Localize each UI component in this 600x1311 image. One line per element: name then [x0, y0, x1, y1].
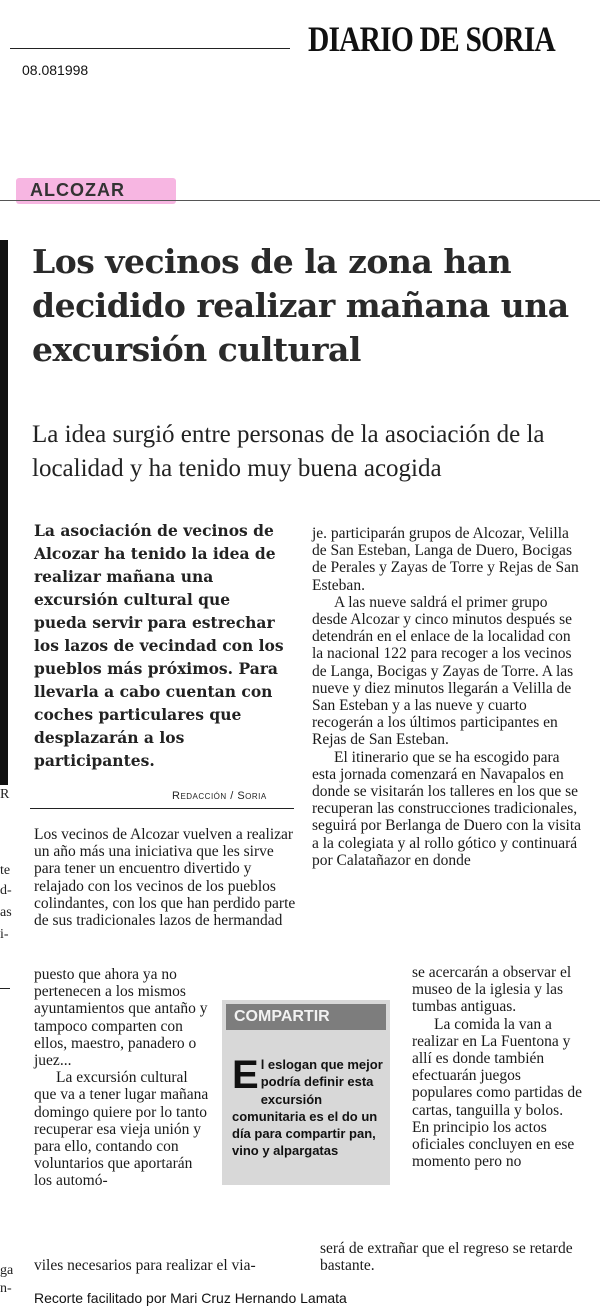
body-paragraph: viles necesarios para realizar el via-	[34, 1257, 256, 1274]
adjacent-fragment: i-	[0, 927, 9, 942]
masthead: DIARIO DE SORIA	[308, 19, 555, 59]
byline: Redacción / Soria	[172, 790, 267, 802]
body-paragraph: se acercarán a observar el museo de la iglesia y las tumbas antiguas.	[412, 964, 572, 1016]
body-paragraph: La comida la van a realizar en La Fuentona y allí es donde también efectuarán juegos populares como partidas de cartas, tanguilla y bolos. En principio los actos oficiales concluyen en ese momento pero no	[412, 1015, 583, 1171]
body-paragraph: je. participarán grupos de Alcozar, Velilla de San Esteban, Langa de Duero, Bocigas de Perales y Zayas de Torre y Rejas de San Esteban.	[312, 525, 579, 594]
adjacent-fragment: as	[0, 905, 12, 920]
body-column-right-narrow	[412, 964, 582, 1170]
adjacent-rule	[0, 988, 10, 989]
adjacent-fragment: ga	[0, 1263, 14, 1278]
sidebar-dropcap: E	[232, 1053, 259, 1097]
body-column-right-bottom	[320, 1240, 582, 1274]
body-column-left	[34, 826, 298, 929]
body-paragraph: El itinerario que se ha escogido para esta jornada comenzará en Navapalos en donde se visitarán los talleres en los que se recuperan las construcciones tradicionales, seguirá por Berlanga de Duero con la visita a la colegiata y al rollo gótico y continuará por Calatañazor en donde	[312, 748, 582, 869]
body-column-left-bottom	[34, 1257, 304, 1274]
lead-paragraph: La asociación de vecinos de Alcozar ha tenido la idea de realizar mañana una excursión cultural que pueda servir para estrechar los lazos de vecindad con los pueblos más próximos. Para llevarla a cabo cuentan con coches particulares que desplazarán a los participantes.	[34, 521, 284, 770]
subheadline: La idea surgió entre personas de la asociación de la localidad y ha tenido muy buena acogida	[32, 421, 545, 482]
body-paragraph: será de extrañar que el regreso se retarde bastante.	[320, 1240, 573, 1275]
sidebar-title: COMPARTIR	[226, 1004, 386, 1030]
adjacent-fragment: n-	[0, 1281, 12, 1296]
body-paragraph: Los vecinos de Alcozar vuelven a realizar un año más una iniciativa que les sirve para tener un encuentro divertido y relajado con los vecinos de los pueblos colindantes, con los que han perdido parte de sus tradicionales lazos de hermandad	[34, 826, 296, 930]
masthead-rule	[10, 48, 290, 49]
headline: Los vecinos de la zona han decidido realizar mañana una excursión cultural	[32, 242, 569, 369]
adjacent-fragment: d-	[0, 883, 12, 898]
section-label: ALCOZAR	[30, 180, 125, 200]
byline-rule	[30, 808, 294, 809]
body-paragraph: puesto que ahora ya no pertenecen a los mismos ayuntamientos que antaño y tampoco comparten con ellos, maestro, panadero o juez...	[34, 966, 208, 1070]
section-rule	[0, 200, 600, 201]
body-column-right	[312, 525, 582, 869]
sidebar-quote	[232, 1053, 384, 1160]
adjacent-fragment: te	[0, 863, 11, 878]
body-column-left-narrow	[34, 966, 212, 1190]
body-paragraph: A las nueve saldrá el primer grupo desde Alcozar y cinco minutos después se detendrán en el enlace de la localidad con la nacional 122 para recoger a los vecinos de Langa, Bocigas y Zayas de Torre. A las nueve y diez minutos llegarán a Velilla de San Esteban y a las nueve y cuarto recogerán a los últimos participantes en Rejas de San Esteban.	[312, 593, 574, 749]
clipping-date: 08.081998	[22, 62, 89, 78]
adjacent-article-edge	[0, 240, 8, 785]
credit-line: Recorte facilitado por Mari Cruz Hernando Lamata	[34, 1290, 347, 1306]
sidebar-quote-text: l eslogan que mejor podría definir esta excursión comunitaria es el do un día para compartir pan, vino y alpargatas	[232, 1057, 383, 1159]
adjacent-fragment: R	[0, 787, 10, 802]
body-paragraph: La excursión cultural que va a tener lugar mañana domingo quiere por lo tanto recuperar esa vieja unión y para ello, contando con voluntarios que aportarán los automó-	[34, 1069, 209, 1190]
